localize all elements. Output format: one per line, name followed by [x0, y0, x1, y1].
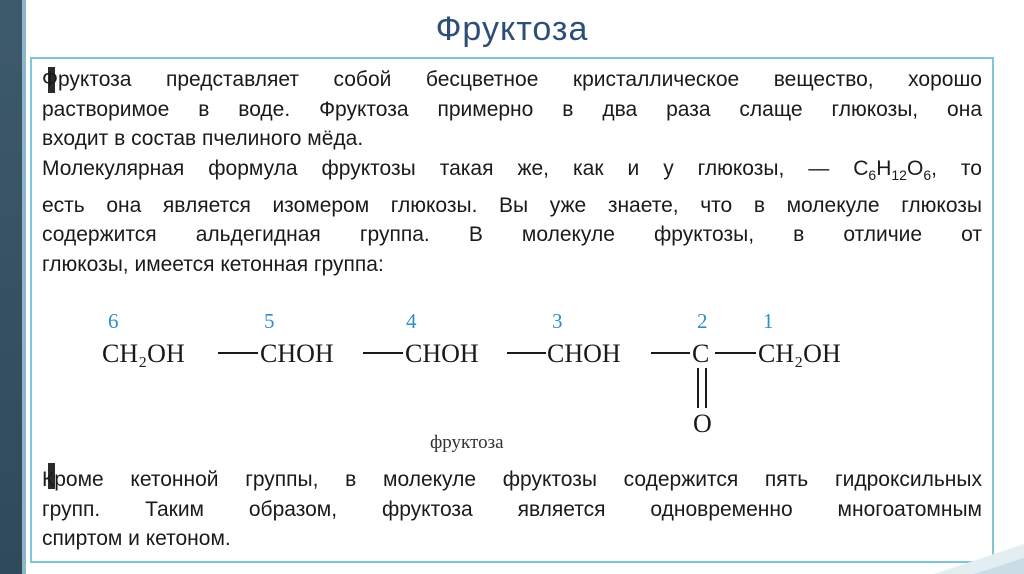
- carbon-number: 3: [552, 309, 563, 333]
- text-line: есть она является изомером глюкозы. Вы уже знаете, что в молекуле глюкозы: [42, 193, 982, 217]
- text-fragment: , то: [931, 157, 982, 180]
- formula-caption: фруктоза: [430, 432, 504, 453]
- carbon-number: 1: [763, 309, 774, 333]
- paragraph-intro: [42, 65, 982, 154]
- text-fragment: Молекулярная формула фруктозы такая же, как и у глюкозы, — C: [42, 157, 869, 180]
- carbon-number: 5: [264, 309, 275, 333]
- slide-title: Фруктоза: [435, 10, 589, 48]
- carbon-number: 4: [406, 309, 417, 333]
- fructose-structural-formula: [100, 300, 900, 450]
- text-line: глюкозы, имеется кетонная группа:: [42, 252, 384, 276]
- text-line: содержится альдегидная группа. В молекуле фруктозы, в отличие от: [42, 223, 982, 247]
- group-carbonyl-carbon: C: [692, 339, 710, 368]
- text-line: Фруктоза представляет собой бесцветное кристаллическое вещество, хорошо: [42, 68, 982, 91]
- carbon-number: 6: [108, 309, 119, 333]
- group-choh: CHOH: [547, 339, 621, 368]
- text-line: спиртом и кетоном.: [42, 527, 231, 550]
- group-choh: CHOH: [405, 339, 479, 368]
- text-fragment: O: [906, 157, 924, 180]
- text-line-formula: [42, 154, 982, 191]
- paragraph-formula: [42, 154, 982, 279]
- oxygen-atom: O: [693, 409, 712, 438]
- subscript: 6: [923, 167, 932, 184]
- paragraph-conclusion: [42, 465, 982, 554]
- text-line: входит в состав пчелиного мёда.: [42, 127, 364, 150]
- subscript: 6: [868, 167, 877, 184]
- group-ch2oh: CH₂OH: [758, 339, 841, 368]
- text-fragment: H: [876, 157, 892, 180]
- left-accent-stripe: [22, 0, 26, 574]
- text-line: групп. Таким образом, фруктоза является одновременно многоатомным: [42, 497, 982, 521]
- left-decoration-band: [0, 0, 22, 574]
- text-line: растворимое в воде. Фруктоза примерно в два раза слаще глюкозы, она: [42, 97, 982, 121]
- subscript: 12: [891, 167, 907, 184]
- group-ch2oh: CH₂OH: [102, 339, 185, 368]
- carbon-number: 2: [697, 309, 708, 333]
- corner-decoration: [874, 534, 1024, 574]
- text-line: Кроме кетонной группы, в молекуле фруктозы содержится пять гидроксильных: [42, 468, 982, 491]
- group-choh: CHOH: [260, 339, 334, 368]
